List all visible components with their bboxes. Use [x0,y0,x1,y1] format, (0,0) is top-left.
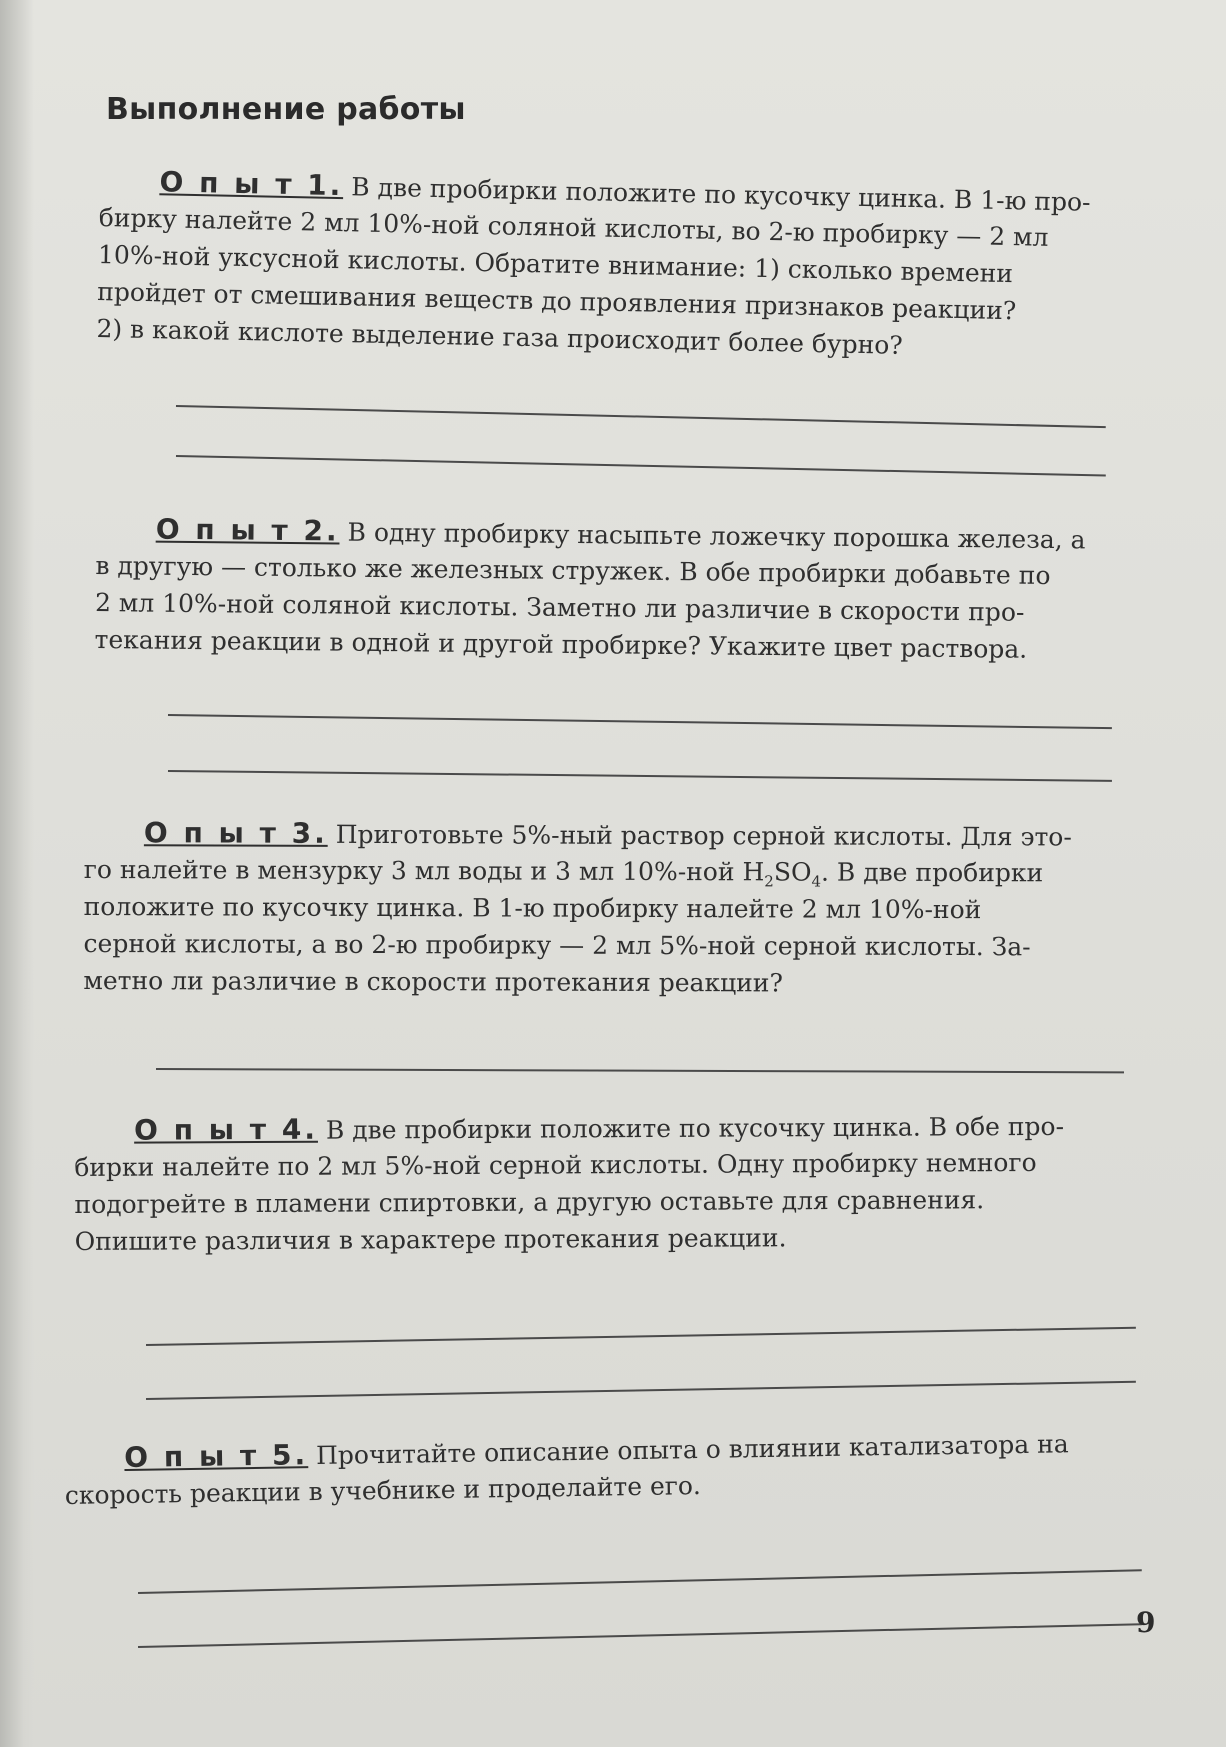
answer-line [168,714,1112,729]
experiment-3-line-1: О п ы т 3. Приготовьте 5%-ный раствор серной кислоты. Для это- [143,816,1072,852]
experiment-1-label: О п ы т 1. [159,165,344,203]
experiment-4-label: О п ы т 4. [134,1112,318,1147]
experiment-2-label: О п ы т 2. [155,512,340,548]
experiment-2-line-4: текания реакции в одной и другой пробирке? Укажите цвет раствора. [94,624,1028,664]
experiment-2 [94,510,1119,669]
experiment-5-line-1: О п ы т 5. Прочитайте описание опыта о влиянии катализатора на [124,1429,1069,1475]
experiment-4-line-1: О п ы т 4. В две пробирки положите по кусочку цинка. В обе про- [134,1111,1065,1147]
experiment-2-line-2: в другую — столько же железных стружек. В обе пробирки добавьте по [95,550,1051,590]
experiment-3 [83,814,1132,1003]
answer-line [176,405,1106,428]
experiment-4 [74,1106,1143,1260]
section-heading: Выполнение работы [106,92,466,127]
experiment-4-line-2: бирки налейте по 2 мл 5%-ной серной кислоты. Одну пробирку немного [74,1147,1037,1182]
experiment-5-line-2: скорость реакции в учебнике и проделайте его. [64,1471,702,1510]
experiment-3-line-4: серной кислоты, а во 2-ю пробирку — 2 мл 5%-ной серной кислоты. За- [83,928,1031,962]
experiment-2-line-1: О п ы т 2. В одну пробирку насыпьте ложечку порошка железа, а [155,512,1086,555]
experiment-3-label: О п ы т 3. [143,816,328,850]
experiment-1-line-4: пройдет от смешивания веществ до проявления признаков реакции? [96,276,1017,326]
experiment-4-line-3: подогрейте в пламени спиртовки, а другую оставьте для сравнения. [74,1185,985,1219]
experiment-1-line-5: 2) в какой кислоте выделение газа происходит более бурно? [96,313,904,360]
experiment-3-line-3: положите по кусочку цинка. В 1-ю пробирку налейте 2 мл 10%-ной [83,891,982,925]
answer-line [176,455,1106,476]
experiment-2-line-3: 2 мл 10%-ной соляной кислоты. Заметно ли различие в скорости про- [94,587,1025,627]
experiment-3-line-2: го налейте в мензурку 3 мл воды и 3 мл 10%-ной $H_2SO_4$. В две пробирки [83,854,1044,891]
formula-h2so4: $H_2SO_4$ [742,857,822,891]
experiment-5 [64,1423,1149,1514]
answer-line [168,770,1112,782]
answer-line [146,1381,1136,1400]
experiment-1 [96,162,1112,368]
experiment-3-line-5: метно ли различие в скорости протекания реакции? [83,965,783,998]
experiment-4-line-4: Опишите различия в характере протекания реакции. [74,1223,787,1256]
answer-line [146,1327,1136,1346]
page-number: 9 [1136,1606,1156,1639]
book-spine-shadow [0,0,34,1747]
experiment-1-line-2: бирку налейте 2 мл 10%-ной соляной кислоты, во 2-ю пробирку — 2 мл [98,202,1049,252]
experiment-1-line-1: О п ы т 1. В две пробирки положите по кусочку цинка. В 1-ю про- [159,165,1091,217]
experiment-5-label: О п ы т 5. [124,1438,309,1475]
answer-line [138,1623,1142,1648]
answer-line [138,1569,1142,1594]
experiment-1-line-3: 10%-ной уксусной кислоты. Обратите внимание: 1) сколько времени [97,239,1014,289]
answer-line [156,1068,1124,1073]
